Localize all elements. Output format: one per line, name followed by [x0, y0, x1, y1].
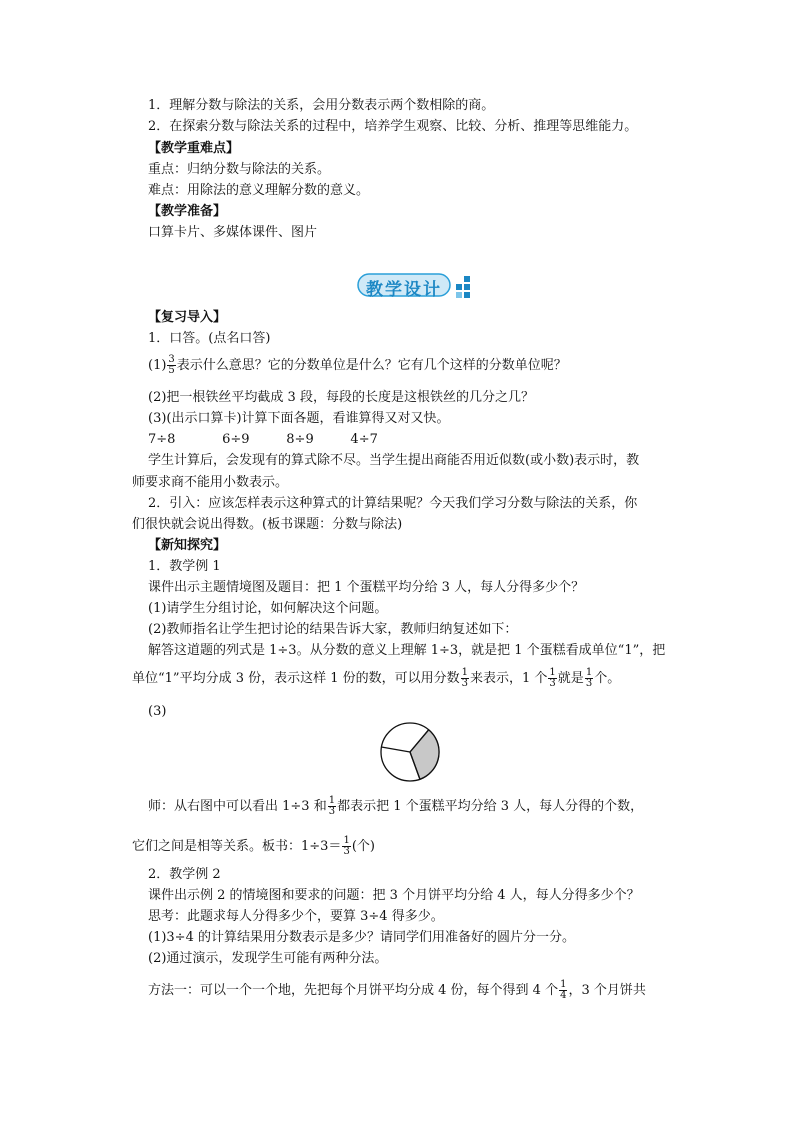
- example-1-line4: 解答这道题的列式是 1÷3。从分数的意义上理解 1÷3，就是把 1 个蛋糕看成单位“1”，把: [148, 643, 666, 658]
- section-banner: [356, 270, 474, 300]
- teacher-line-1: 师：从右图中可以看出 1÷3 和 $\frac{1}{3}$ 都表示把 1 个蛋糕平均分给 3 人，每人分得的个数，: [148, 795, 644, 817]
- example-2-line4: (2)通过演示，发现学生可能有两种分法。: [148, 951, 388, 966]
- calc-row: [148, 431, 378, 449]
- example-2-line1: 课件出示例 2 的情境图和要求的问题：把 3 个月饼平均分给 4 人，每人分得多少个？: [148, 888, 640, 903]
- banner-square-icon: [464, 284, 470, 290]
- calc-item: 8÷9: [286, 432, 314, 447]
- banner-square-icon: [456, 284, 462, 290]
- prep-items: 口算卡片、多媒体课件、图片: [148, 225, 318, 240]
- calc-item: 4÷7: [350, 432, 378, 447]
- example-1-title: 1．教学例 1: [148, 559, 221, 574]
- calc-item: 6÷9: [222, 432, 250, 447]
- fraction-3-5: $\frac{3}{5}$: [168, 354, 175, 376]
- q1-prefix: (1): [148, 358, 167, 373]
- example-1-line3: (2)教师指名让学生把讨论的结果告诉大家，教师归纳复述如下：: [148, 622, 518, 637]
- banner-square-icon: [456, 292, 462, 298]
- review-q1: [148, 355, 567, 376]
- example-1-line1: 课件出示主题情境图及题目：把 1 个蛋糕平均分给 3 人，每人分得多少个？: [148, 580, 585, 595]
- fraction-1-3: $\frac{1}{3}$: [343, 835, 350, 857]
- review-heading: 【复习导入】: [148, 310, 227, 325]
- banner-title: 教学设计: [366, 280, 442, 300]
- banner-square-icon: [464, 292, 470, 298]
- example-2-title: 2．教学例 2: [148, 867, 221, 882]
- fraction-1-3: $\frac{1}{3}$: [549, 667, 556, 689]
- q1-text: 表示什么意思？它的分数单位是什么？它有几个这样的分数单位呢？: [176, 358, 567, 373]
- fraction-1-3: $\frac{1}{3}$: [461, 667, 469, 689]
- review-p1a: 学生计算后，会发现有的算式除不尽。当学生提出商能否用近似数(或小数)表示时，教: [148, 453, 640, 468]
- review-p2a: 2．引入：应该怎样表示这种算式的计算结果呢？今天我们学习分数与除法的关系，你: [148, 496, 638, 511]
- review-item-1: 1．口答。(点名口答): [148, 331, 271, 346]
- banner-square-icon: [464, 276, 470, 282]
- example-2-line3: (1)3÷4 的计算结果用分数表示是多少？请同学们用准备好的圆片分一分。: [148, 930, 575, 945]
- difficulty-heading: 【教学重难点】: [148, 141, 240, 156]
- difficult-point: 难点：用除法的意义理解分数的意义。: [148, 183, 370, 198]
- explore-heading: 【新知探究】: [148, 538, 227, 553]
- key-point: 重点：归纳分数与除法的关系。: [148, 162, 331, 177]
- method-1: 方法一：可以一个一个地，先把每个月饼平均分成 4 份，每个得到 4 个 $\frac{1}{4}$ ，3 个月饼共: [148, 979, 646, 1001]
- goal-1: 1．理解分数与除法的关系，会用分数表示两个数相除的商。: [148, 98, 495, 113]
- review-p1b: 师要求商不能用小数表示。: [132, 475, 289, 490]
- example-1-line5: 单位“1”平均分成 3 份，表示这样 1 份的数，可以用分数 $\frac{1}{3}$ 来表示，1 个 $\frac{1}{3}$ 就是 $\frac{1}{3}$ 个。: [132, 667, 621, 689]
- fraction-1-3: $\frac{1}{3}$: [328, 795, 336, 817]
- fraction-1-3: $\frac{1}{3}$: [585, 667, 593, 689]
- example-1-line2: (1)请学生分组讨论，如何解决这个问题。: [148, 601, 388, 616]
- example-1-label-3: (3): [148, 704, 167, 719]
- calc-item: 7÷8: [148, 432, 176, 447]
- review-q3: (3)(出示口算卡)计算下面各题，看谁算得又对又快。: [148, 411, 450, 426]
- review-q2: (2)把一根铁丝平均截成 3 段，每段的长度是这根铁丝的几分之几？: [148, 390, 534, 405]
- prep-heading: 【教学准备】: [148, 204, 227, 219]
- example-2-line2: 思考：此题求每人分得多少个，要算 3÷4 得多少。: [148, 909, 444, 924]
- teacher-line-2: 它们之间是相等关系。板书：1÷3＝ $\frac{1}{3}$ (个): [132, 835, 375, 857]
- goal-2: 2．在探索分数与除法关系的过程中，培养学生观察、比较、分析、推理等思维能力。: [148, 119, 638, 134]
- fraction-1-4: $\frac{1}{4}$: [560, 979, 567, 1001]
- pie-one-third: [379, 721, 441, 783]
- review-p2b: 们很快就会说出得数。(板书课题：分数与除法): [132, 517, 403, 532]
